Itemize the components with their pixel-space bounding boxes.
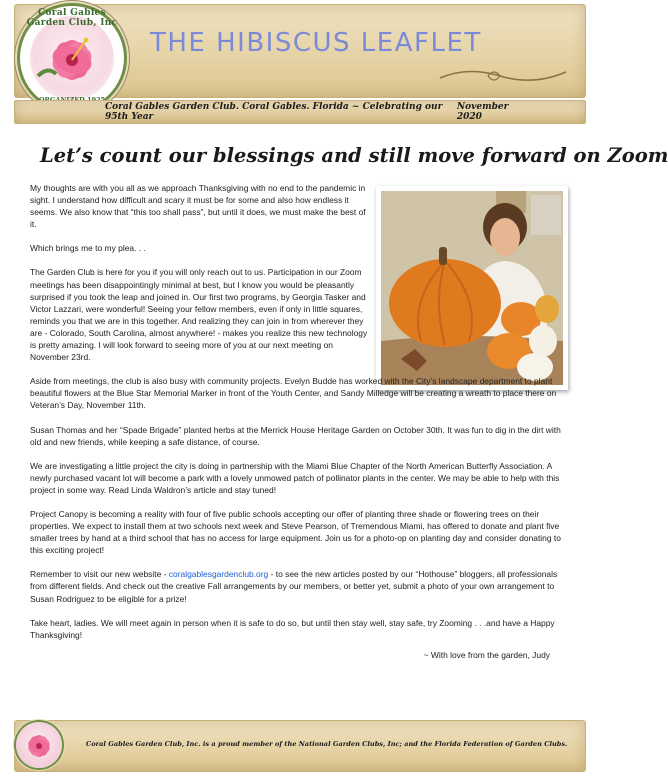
masthead-title: THE HIBISCUS LEAFLET [150, 28, 482, 58]
paragraph-intro: My thoughts are with you all as we approach Thanksgiving with no end to the pandemic in sight. I understand how difficult and scary it must be for some and also how endless it seems. We also know that “this too shall pass”, but until it does, we must make the best of it. [30, 183, 366, 230]
paragraph-plea: Which brings me to my plea. . . [30, 243, 146, 254]
paragraph-butterfly: We are investigating a little project the city is doing in partnership with the Miami Blue Chapter of the North American Butterfly Association. A newly purchased vacant lot will become a park with a lovely unmowed patch of pollinator plants in the center. We may be able to help with this project in some way. Read Linda Waldron’s article and stay tuned! [30, 460, 560, 495]
paragraph-canopy: Project Canopy is becoming a reality with four of five public schools accepting our offer of planting three shade or flowering trees on their properties. We expect to install them at two schools next week and Steve Pearson, of Tremendous Miami, has offered to donate and plant five smaller trees by hand at a third school that has no access for large equipment. Join us for a photo-op on planting day and consider donating to this exciting project! [30, 508, 561, 556]
logo-club-name: Coral Gables Garden Club, Inc [26, 8, 118, 28]
paragraph-spade-brigade: Susan Thomas and her “Spade Brigade” planted herbs at the Merrick House Heritage Garden on October 30th. It was fun to dig in the dirt with old and new friends, while keeping a safe distance, of course. [30, 424, 561, 447]
signature: ~ With love from the garden, Judy [423, 649, 550, 660]
website-text-before: Remember to visit our new website - [30, 569, 169, 580]
article-body [30, 182, 572, 661]
subheader-tagline: Coral Gables Garden Club. Coral Gables. Florida ~ Celebrating our 95th Year [105, 102, 443, 122]
article-headline: Let’s count our blessings and still move forward on Zoom [40, 144, 668, 167]
club-logo [20, 6, 124, 110]
flourish-ornament-icon [438, 64, 568, 86]
paragraph-zoom: The Garden Club is here for you if you will only reach out to us. Participation in our Zoom meetings has been disappointingly minimal at best, but I know you would be pleasantly surprised if you took the leap and joined in. Our first two programs, by Georgia Tasker and Victor Lazzari, were wonderful! Seeing your fellow members, even if only in little squares, reminds you that we are in this together. And realizing they can join in from wherever they are - Colorado, South Carolina, almost anywhere! - makes you realize this new technology is pretty amazing. I will look forward to seeing more of you at our next meeting on November 23rd. [30, 267, 368, 363]
subheader-bar [14, 100, 586, 124]
footer-membership-text: Coral Gables Garden Club, Inc. is a proud member of the National Garden Clubs, Inc; and the Florida Federation of Garden Clubs. [86, 740, 568, 748]
website-link[interactable]: coralgablesgardenclub.org [168, 569, 269, 580]
paragraph-closing: Take heart, ladies. We will meet again in person when it is safe to do so, but until then stay well, stay safe, try Zooming . . .and have a Happy Thanksgiving! [30, 617, 555, 640]
website-text-after: - to see the new articles posted by our “Hothouse” bloggers, all professionals from different fields. And check out the creative Fall arrangements by our members, or better yet, submit a photo of your own arrangement to Susan Rodriguez to be eligible for a prize! [30, 569, 558, 604]
issue-date: November 2020 [456, 102, 509, 122]
footer-hibiscus-icon [16, 722, 62, 768]
paragraph-community: Aside from meetings, the club is also busy with community projects. Evelyn Budde has worked with the City’s landscape department to plant beautiful flowers at the Blue Star Memorial Marker in front of the Youth Center, and Sandy Milledge will be creating a wreath to place there on Veteran’s Day, November 11th. [30, 376, 557, 411]
paragraph-website [30, 568, 572, 604]
hibiscus-icon [30, 16, 114, 100]
